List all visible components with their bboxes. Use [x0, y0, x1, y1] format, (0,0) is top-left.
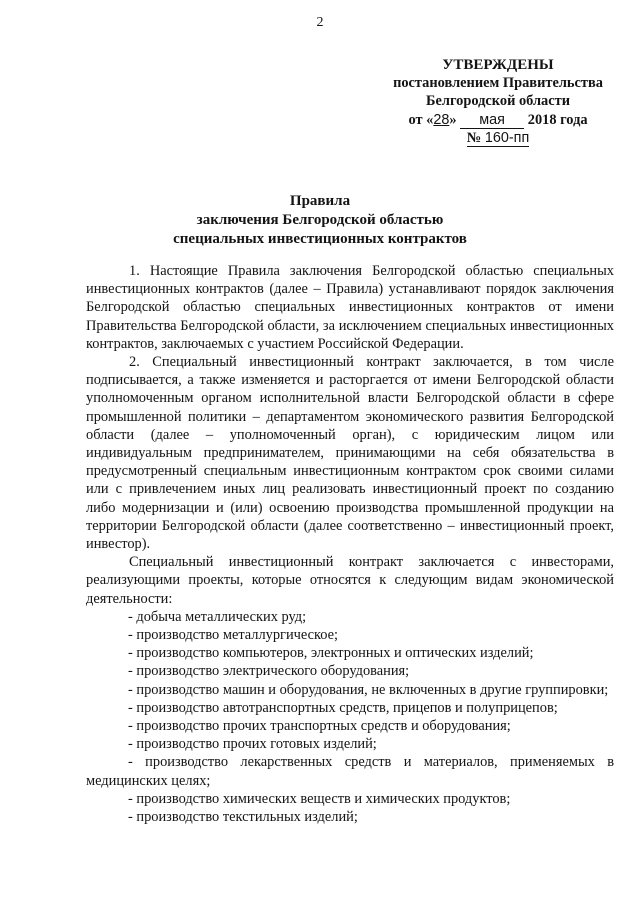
paragraph-2: 2. Специальный инвестиционный контракт заключается, в том числе подписывается, а также изменяется и расторгается от имени Белгородской области уполномоченным органом исполнительной власти Белгородской области в сфере промышленной политики – департаментом экономического развития Белгородской области (далее – уполномоченный орган), с юридическим лицом или индивидуальным предпринимателем, принимающими на себя обязательства в предусмотренный специальным инвестиционным контрактом срок своими силами или с привлечением иных лиц реализовать инвестиционный проект по созданию либо модернизации и (или) освоению производства промышленной продукции на территории Белгородской области (далее соответственно – инвестиционный проект, инвестор).	[86, 354, 614, 553]
date-day: 28	[433, 111, 450, 128]
page-number: 2	[316, 15, 324, 30]
title-line-1: Правила	[289, 193, 351, 209]
approval-number-line	[356, 129, 640, 147]
title-line-2: заключения Белгородской областью	[196, 212, 444, 228]
approval-number-field	[467, 131, 529, 147]
date-year: 2018 года	[527, 111, 588, 128]
date-quote-close: »	[449, 111, 457, 128]
approval-date-line	[356, 111, 640, 129]
approval-line-region: Белгородской области	[425, 93, 571, 110]
activity-item: - производство лекарственных средств и материалов, применяемых в медицинских целях;	[86, 754, 614, 789]
approval-heading: УТВЕРЖДЕНЫ	[442, 57, 554, 73]
activity-item: - производство текстильных изделий;	[128, 809, 358, 826]
paragraph-3: Специальный инвестиционный контракт заключается с инвесторами, реализующими проекты, которые относятся к следующим видам экономической деятельности:	[86, 554, 614, 607]
activity-item: - производство прочих готовых изделий;	[128, 736, 377, 753]
document-title	[0, 192, 640, 249]
activity-item: - добыча металлических руд;	[128, 608, 307, 625]
approval-stamp	[356, 56, 640, 147]
approval-line-resolution: постановлением Правительства	[393, 75, 603, 92]
activity-item: - производство прочих транспортных средств и оборудования;	[128, 718, 511, 735]
date-month-field	[460, 113, 524, 129]
number-label: №	[466, 129, 482, 146]
activity-item: - производство машин и оборудования, не включенных в другие группировки;	[128, 681, 609, 698]
activity-item: - производство автотранспортных средств, прицепов и полуприцепов;	[128, 699, 558, 716]
activity-item: - производство электрического оборудования;	[128, 663, 410, 680]
paragraph-1: 1. Настоящие Правила заключения Белгородской областью специальных инвестиционных контрактов (далее – Правила) устанавливают порядок заключения Белгородской областью специальных инвестиционных контрактов от имени Правительства Белгородской области, за исключением специальных инвестиционных контрактов, заключаемых с участием Российской Федерации.	[86, 263, 614, 352]
title-line-3: специальных инвестиционных контрактов	[173, 231, 467, 247]
number-value: 160-пп	[484, 129, 530, 146]
activity-item: - производство компьютеров, электронных и оптических изделий;	[128, 645, 534, 662]
date-prefix: от «	[408, 111, 434, 128]
activity-item: - производство металлургическое;	[128, 627, 339, 644]
activity-item: - производство химических веществ и химических продуктов;	[128, 790, 511, 807]
document-body	[86, 262, 614, 826]
date-month: мая	[479, 111, 505, 128]
